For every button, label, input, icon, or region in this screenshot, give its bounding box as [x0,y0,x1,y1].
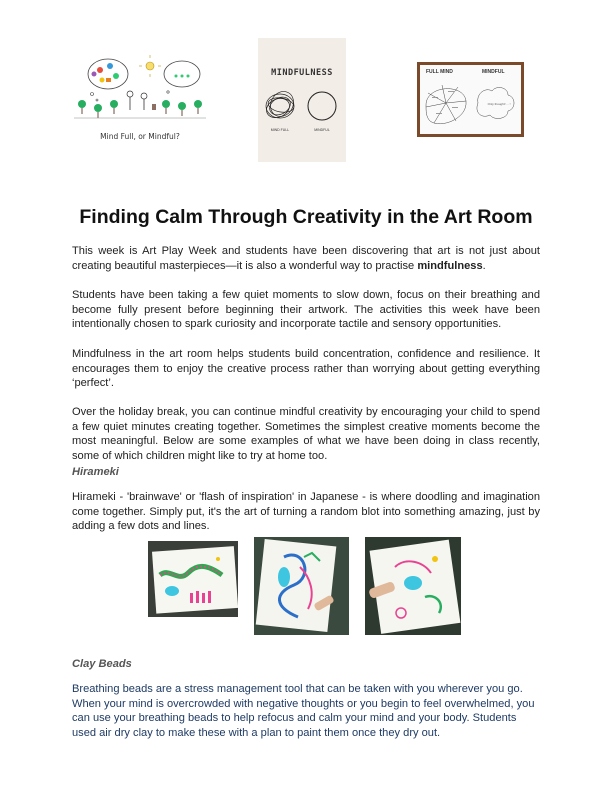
clay-beads-paragraph: Breathing beads are a stress management tool that can be taken with you wherever you go. When your mind is overcrowded with negative thoughts or you begin to feel overwhelmed, you can use your breathing beads to help refocus and calm your mind and your body. Students used air dry clay to make these with a plan to paint them once they dry out. [72,683,535,739]
intro-end: . [482,259,486,272]
worksheet-note: Only thought! ... ! [487,102,511,106]
intro-bold-word: mindfulness [417,259,483,272]
clay-beads-heading: Clay Beads [72,658,132,670]
mindfulness-poster [258,38,346,162]
body-paragraph-1: Students have been taking a few quiet moments to slow down, focus on their breathing and become fully present before beginning their artwork. The activities this week have been intentionally chosen to spark curiosity and incorporate tactile and sensory opportunities. [72,289,540,331]
hirameki-paragraph: Hirameki - 'brainwave' or 'flash of inspiration' in Japanese - is where doodling and imagination come together. Simply put, it's the art of turning a random blot into something amazing, just by adding a few dots and lines. [72,491,540,533]
body-paragraph-3: Over the holiday break, you can continue mindful creativity by encouraging your child to spend a few quiet minutes creating together. Sometimes the simplest creative moments become the most meaningful. Below are some examples of what we have been doing in class recently, some of which children might like to try at home too. [72,406,540,462]
hirameki-photo-3 [365,537,461,635]
poster-right-label: MINDFUL [314,128,330,132]
intro-text: This week is Art Play Week and students have been discovering that art is not just about creating beautiful masterpieces—it is also a wonderful way to practise [72,245,540,272]
page-title: Finding Calm Through Creativity in the Art Room [79,206,533,228]
worksheet-left-title: FULL MIND [426,69,453,75]
mind-full-caption: Mind Full, or Mindful? [100,132,180,141]
mind-full-illustration [70,52,210,148]
worksheet-right-title: MINDFUL [482,69,505,75]
hirameki-photo-1 [148,541,238,617]
poster-left-label: MIND FULL [270,128,290,132]
poster-title: MINDFULNESS [271,68,333,78]
hirameki-photo-2 [254,537,349,635]
intro-paragraph [72,244,540,273]
worksheet-photo [417,62,524,137]
body-paragraph-2: Mindfulness in the art room helps students build concentration, confidence and resilience. It encourages them to enjoy the creative process rather than worrying about getting everything ‘perfect’. [72,348,540,390]
hirameki-heading: Hirameki [72,466,119,478]
